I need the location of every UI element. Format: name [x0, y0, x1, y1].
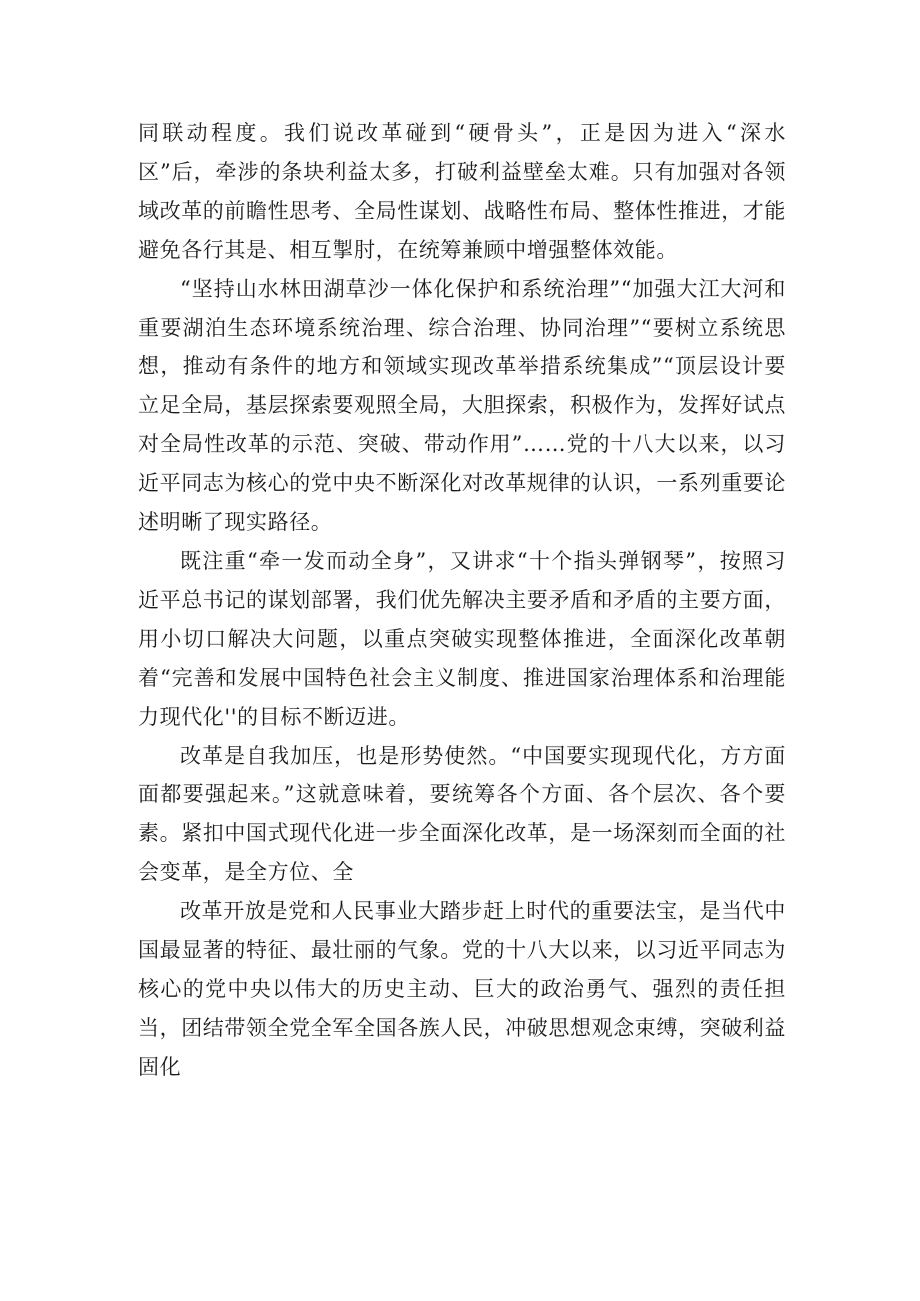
paragraph-5: 改革开放是党和人民事业大踏步赶上时代的重要法宝，是当代中国最显著的特征、最壮丽的气象。党的十八大以来，以习近平同志为核心的党中央以伟大的历史主动、巨大的政治勇气、强烈的责任担当，团结带领全党全军全国各族人民，冲破思想观念束缚，突破利益固化 [138, 899, 786, 1079]
document-body [138, 114, 786, 1087]
paragraph-4: 改革是自我加压，也是形势使然。“中国要实现现代化，方方面面都要强起来。”这就意味着，要统筹各个方面、各个层次、各个要素。紧扣中国式现代化进一步全面深化改革，是一场深刻而全面的社会变革，是全方位、全 [138, 743, 786, 885]
paragraph-1: 同联动程度。我们说改革碰到“硬骨头”，正是因为进入“深水区”后，牵涉的条块利益太多，打破利益壁垒太难。只有加强对各领域改革的前瞻性思考、全局性谋划、战略性布局、整体性推进，才能避免各行其是、相互掣肘，在统筹兼顾中增强整体效能。 [138, 121, 786, 262]
paragraph-3: 既注重“牵一发而动全身”，又讲求“十个指头弹钢琴”，按照习近平总书记的谋划部署，我们优先解决主要矛盾和矛盾的主要方面，用小切口解决大问题，以重点突破实现整体推进，全面深化改革朝着“完善和发展中国特色社会主义制度、推进国家治理体系和治理能力现代化''的目标不断迈进。 [138, 548, 786, 729]
paragraph-2: “坚持山水林田湖草沙一体化保护和系统治理”“加强大江大河和重要湖泊生态环境系统治理、综合治理、协同治理”“要树立系统思想，推动有条件的地方和领域实现改革举措系统集成”“顶层设计要立足全局，基层探索要观照全局，大胆探索，积极作为，发挥好试点对全局性改革的示范、突破、带动作用”……党的十八大以来，以习近平同志为核心的党中央不断深化对改革规律的认识，一系列重要论述明晰了现实路径。 [138, 276, 786, 535]
